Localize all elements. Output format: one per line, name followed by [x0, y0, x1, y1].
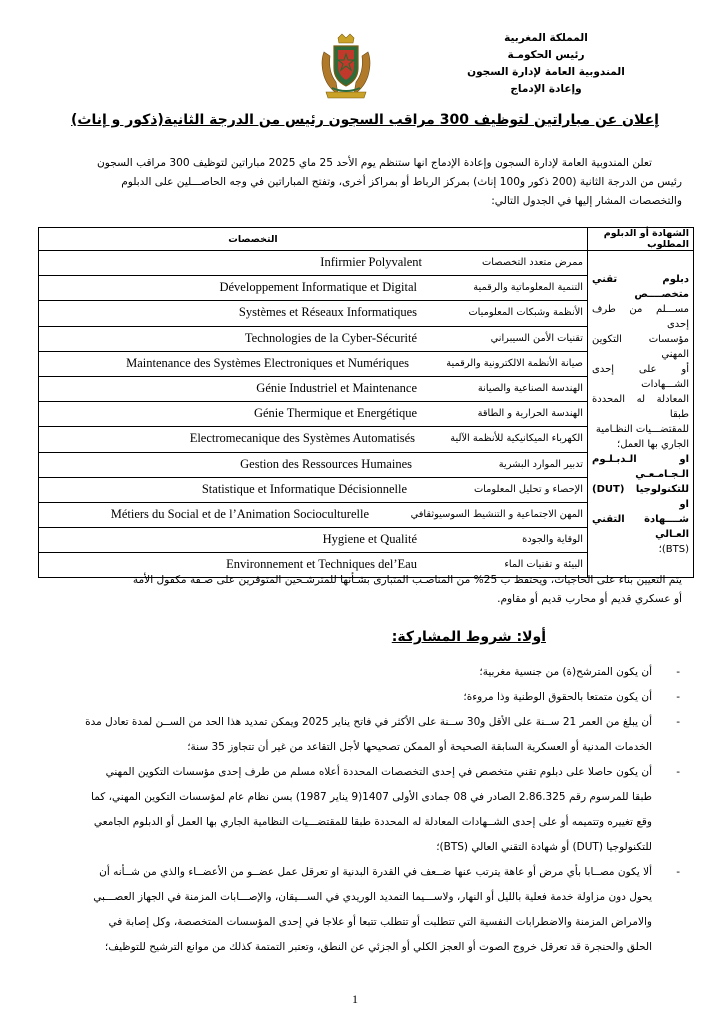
- page-number: 1: [352, 992, 358, 1006]
- announcement-title: إعلان عن مباراتين لتوظيف 300 مراقب السجون رئيس من الدرجة الثانية(ذكور و إناث): [71, 112, 659, 128]
- diploma-requirement-cell: [588, 251, 694, 578]
- diploma-line: (BTS)؛: [658, 543, 689, 555]
- header-line-2: رئيس الحكومـة: [507, 49, 585, 61]
- condition-line: الخدمات المدنية أو العسكرية السابقة الصحيحة أو الممكن تصحيحها لأجل التقاعد من غير أن تتجاوز 35 سنة؛: [187, 741, 652, 753]
- specialty-ar: الإحصاء و تحليل المعلومات: [473, 483, 583, 495]
- diploma-line: للمقتضـــيات النظـامية: [595, 423, 689, 435]
- specialty-ar: صيانة الأنظمة الالكترونية والرقمية: [446, 357, 583, 369]
- specialty-row: [39, 502, 588, 527]
- bullet-dash: -: [676, 766, 680, 778]
- bullet-dash: -: [676, 866, 680, 878]
- specialty-fr: Hygiene et Qualité: [322, 532, 417, 547]
- diploma-line: للتكنولوجيا (DUT) او: [592, 483, 689, 510]
- diploma-line: مؤسسات التكوين المهني: [592, 333, 689, 360]
- intro-line: رئيس من الدرجة الثانية (200 ذكور و100 إناث) بمركز الرباط أو بمراكز أخرى، وتفتح المباراتين في وجه الحاصـــلين على الدبلوم: [121, 176, 682, 188]
- specialty-fr: Technologies de la Cyber-Sécurité: [244, 330, 417, 345]
- specialty-fr: Statistique et Informatique Décisionnelle: [201, 481, 407, 496]
- specialty-fr: Maintenance des Systèmes Electroniques et Numériques: [126, 355, 409, 370]
- diploma-line: مســـلم من طرف إحدى: [592, 303, 689, 330]
- specialty-row: [39, 452, 588, 477]
- specialty-ar: البيئة و تقنيات الماء: [504, 559, 583, 571]
- specialty-row: [39, 326, 588, 351]
- header-specialties: التخصصات: [39, 228, 588, 251]
- specialty-ar: الهندسة الحرارية و الطاقة: [477, 408, 583, 420]
- header-line-1: المملكة المغربية: [504, 32, 588, 44]
- diploma-line: او الـدبـلـوم الـجـامـعـي: [592, 453, 689, 480]
- condition-item: [46, 685, 682, 710]
- condition-line: والامراض المزمنة والاضطرابات النفسية التي تتطلبت أو تتطلب تتبعا أو علاجا في إحدى المؤسسات المتخصصة، وكل إصابة في: [108, 916, 652, 928]
- specialties-table: [38, 227, 694, 578]
- condition-line: الحلق والحنجرة قد تعرقل خروج الصوت أو العجز الكلي أو الجزئي عن النطق، وتعتبر التمتمة كذلك من موانع الترشيح للتوظيف؛: [104, 941, 652, 953]
- diploma-text: [588, 270, 693, 559]
- header-line-4: وإعادة الإدماج: [510, 83, 582, 95]
- specialty-row: [39, 528, 588, 553]
- condition-item: [46, 860, 682, 960]
- specialty-ar: الكهرباء الميكانيكية للأنظمة الآلية: [450, 433, 583, 445]
- condition-line: يحول دون مزاولة خدمة فعلية بالليل أو النهار، ولاســـيما التمديد الوريدي في الســـيقان، والإصـــابات المزمنة في الجهاز العصـــبي: [93, 891, 652, 903]
- specialty-ar: تقنيات الأمن السيبراني: [490, 332, 583, 344]
- diploma-line: دبلوم تقني متخصــــص: [592, 273, 689, 300]
- diploma-line: أو على إحدى الشـــهادات: [592, 363, 689, 390]
- condition-item: [46, 710, 682, 760]
- condition-item: [46, 660, 682, 685]
- condition-item: [46, 760, 682, 860]
- specialty-row: [39, 376, 588, 401]
- specialty-fr: Génie Industriel et Maintenance: [256, 380, 417, 395]
- specialty-ar: الهندسة الصناعية والصيانة: [477, 382, 583, 394]
- specialty-ar: الأنظمة وشبكات المعلوميات: [468, 307, 583, 319]
- intro-paragraph: [50, 154, 682, 211]
- specialty-ar: تدبير الموارد البشرية: [498, 458, 583, 470]
- condition-line: وقع تغييره وتتميمه أو على إحدى الشــهادات المعادلة له المحددة طبقا للمقتضـــيات النظامية الجاري بها العمل أو الدبلوم الجامعي: [93, 816, 652, 828]
- specialty-ar: المهن الاجتماعية و التنشيط السوسيوثقافي: [410, 508, 583, 520]
- specialty-row: [39, 477, 588, 502]
- bullet-dash: -: [676, 666, 680, 678]
- section-title-conditions: أولا: شروط المشاركة:: [391, 629, 546, 645]
- note-line: يتم التعيين بناء على الحاجيات، ويحتفظ ب 25% من المناصـب المتبارى بشـأنها للمترشـحين المتوفرين على صـفة مكفول الأمة: [132, 574, 682, 586]
- specialty-ar: ممرض متعدد التخصصات: [481, 257, 583, 268]
- header-diploma: الشهادة أو الدبلوم المطلوب: [588, 228, 694, 251]
- specialty-fr: Gestion des Ressources Humaines: [240, 456, 412, 471]
- specialty-fr: Electromecanique des Systèmes Automatisés: [189, 431, 415, 446]
- specialty-row: [39, 402, 588, 427]
- specialty-fr: Systèmes et Réseaux Informatiques: [238, 305, 417, 320]
- header-line-3: المندوبية العامة لإدارة السجون: [467, 66, 625, 78]
- condition-line: أن يبلغ من العمر 21 ســنة على الأقل و30 ســنة على الأكثر في فاتح يناير 2025 ويمكن تمديد هذا الحد من الســن لمدة تعادل مدة: [85, 716, 652, 728]
- bullet-dash: -: [676, 716, 680, 728]
- condition-line: للتكنولوجيا (DUT) أو شهادة التقني العالي (BTS)؛: [436, 841, 652, 853]
- specialty-row: [39, 251, 588, 276]
- condition-line: أن يكون المترشح(ة) من جنسية مغربية؛: [479, 666, 652, 678]
- specialty-fr: Métiers du Social et de l’Animation Socioculturelle: [110, 506, 369, 521]
- specialty-ar: التنمية المعلوماتية والرقمية: [473, 282, 583, 294]
- specialty-row: [39, 351, 588, 376]
- specialty-row: [39, 427, 588, 452]
- specialty-fr: Infirmier Polyvalent: [320, 255, 422, 269]
- specialty-fr: Développement Informatique et Digital: [219, 280, 417, 295]
- diploma-line: الجاري بها العمل؛: [617, 438, 689, 450]
- bullet-dash: -: [676, 691, 680, 703]
- diploma-line: المعادلة له المحددة طبقا: [592, 393, 689, 420]
- condition-line: أن يكون حاصلا على دبلوم تقني متخصص في إحدى التخصصات المحددة أعلاه مسلم من طرف إحدى مؤسسات التكوين المهني: [105, 766, 652, 778]
- note-line: أو عسكري قديم أو محارب قديم أو مقاوم.: [497, 593, 682, 605]
- diploma-line: شــــهادة التقني العـالي: [592, 513, 689, 540]
- intro-line: تعلن المندوبية العامة لإدارة السجون وإعادة الإدماج انها ستنظم يوم الأحد 25 ماي 2025 مباراتين لتوظيف 300 مراقب السجون: [96, 157, 652, 169]
- specialty-ar: الوقاية والجودة: [522, 534, 583, 546]
- reserved-quota-note: [42, 571, 682, 609]
- specialty-row: [39, 276, 588, 301]
- institution-header: [446, 30, 646, 98]
- specialty-fr: Environnement et Techniques del’Eau: [226, 557, 417, 572]
- moroccan-coat-of-arms-emblem: [318, 32, 374, 100]
- condition-line: طبقا للمرسوم رقم 2.86.325 الصادر في 08 جمادى الأولى 1407(9 يناير 1987) بسن نظام عام لمؤسسات التكوين المهني، كما: [91, 791, 652, 803]
- conditions-list: [46, 660, 682, 960]
- specialty-row: [39, 301, 588, 326]
- condition-line: أن يكون متمتعا بالحقوق الوطنية وذا مروءة؛: [463, 691, 652, 703]
- specialty-fr: Génie Thermique et Energétique: [253, 406, 417, 421]
- condition-line: ألا يكون مصــابا بأي مرض أو عاهة يترتب عنها ضــعف في القدرة البدنية او تعرقل عمل عضــو من الأعضــاء والذي من شــأنه أن: [99, 866, 652, 878]
- intro-line: والتخصصات المشار إليها في الجدول التالي:: [491, 195, 682, 207]
